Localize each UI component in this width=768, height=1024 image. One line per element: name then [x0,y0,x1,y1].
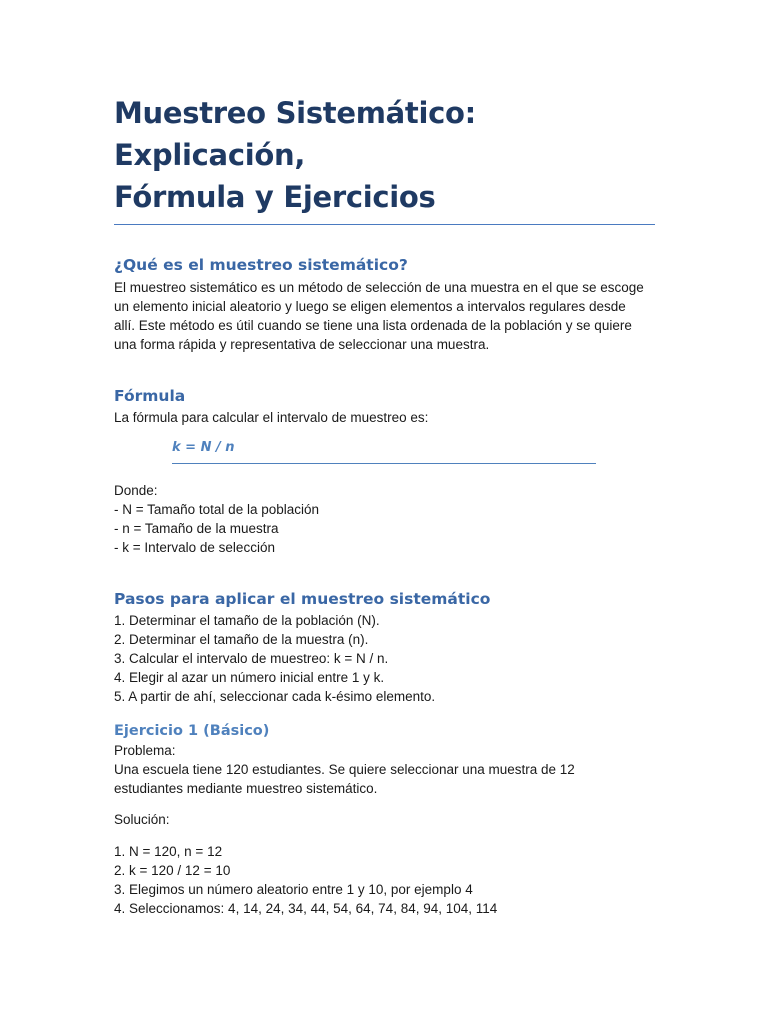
definition-item: - k = Intervalo de selección [114,540,275,555]
definition-item: - n = Tamaño de la muestra [114,521,279,536]
step-item: 4. Elegir al azar un número inicial entre 1 y k. [114,670,385,685]
heading-what-is: ¿Qué es el muestreo sistemático? [114,256,408,274]
paragraph-line: allí. Este método es útil cuando se tiene una lista ordenada de la población y se quiere [114,318,632,333]
problem-line: Una escuela tiene 120 estudiantes. Se quiere seleccionar una muestra de 12 [114,762,575,777]
definition-item: - N = Tamaño total de la población [114,502,320,517]
formula-block [172,438,596,464]
document-page [114,92,659,918]
document-title [114,92,655,225]
solution-step: 2. k = 120 / 12 = 10 [114,863,231,878]
step-item: 2. Determinar el tamaño de la muestra (n). [114,632,369,647]
heading-steps: Pasos para aplicar el muestreo sistemático [114,590,491,608]
step-item: 1. Determinar el tamaño de la población (N). [114,613,380,628]
solution-step: 1. N = 120, n = 12 [114,844,223,859]
problem-label: Problema: [114,743,176,758]
step-item: 5. A partir de ahí, seleccionar cada k-ésimo elemento. [114,689,436,704]
solution-label: Solución: [114,812,170,827]
paragraph-line: El muestreo sistemático es un método de selección de una muestra en el que se escoge [114,280,644,295]
heading-exercise-1: Ejercicio 1 (Básico) [114,723,270,739]
paragraph-line: un elemento inicial aleatorio y luego se eligen elementos a intervalos regulares desde [114,299,626,314]
solution-step: 3. Elegimos un número aleatorio entre 1 y 10, por ejemplo 4 [114,882,473,897]
where-label: Donde: [114,483,158,498]
step-item: 3. Calcular el intervalo de muestreo: k = N / n. [114,651,389,666]
formula-text: k = N / n [172,440,235,455]
heading-formula: Fórmula [114,387,186,405]
solution-step: 4. Seleccionamos: 4, 14, 24, 34, 44, 54, 64, 74, 84, 94, 104, 114 [114,901,498,916]
paragraph-line: una forma rápida y representativa de seleccionar una muestra. [114,337,490,352]
title-line-1: Muestreo Sistemático: Explicación, [114,96,476,172]
problem-line: estudiantes mediante muestreo sistemático. [114,781,378,796]
formula-intro: La fórmula para calcular el intervalo de muestreo es: [114,410,429,425]
title-line-2: Fórmula y Ejercicios [114,180,436,214]
